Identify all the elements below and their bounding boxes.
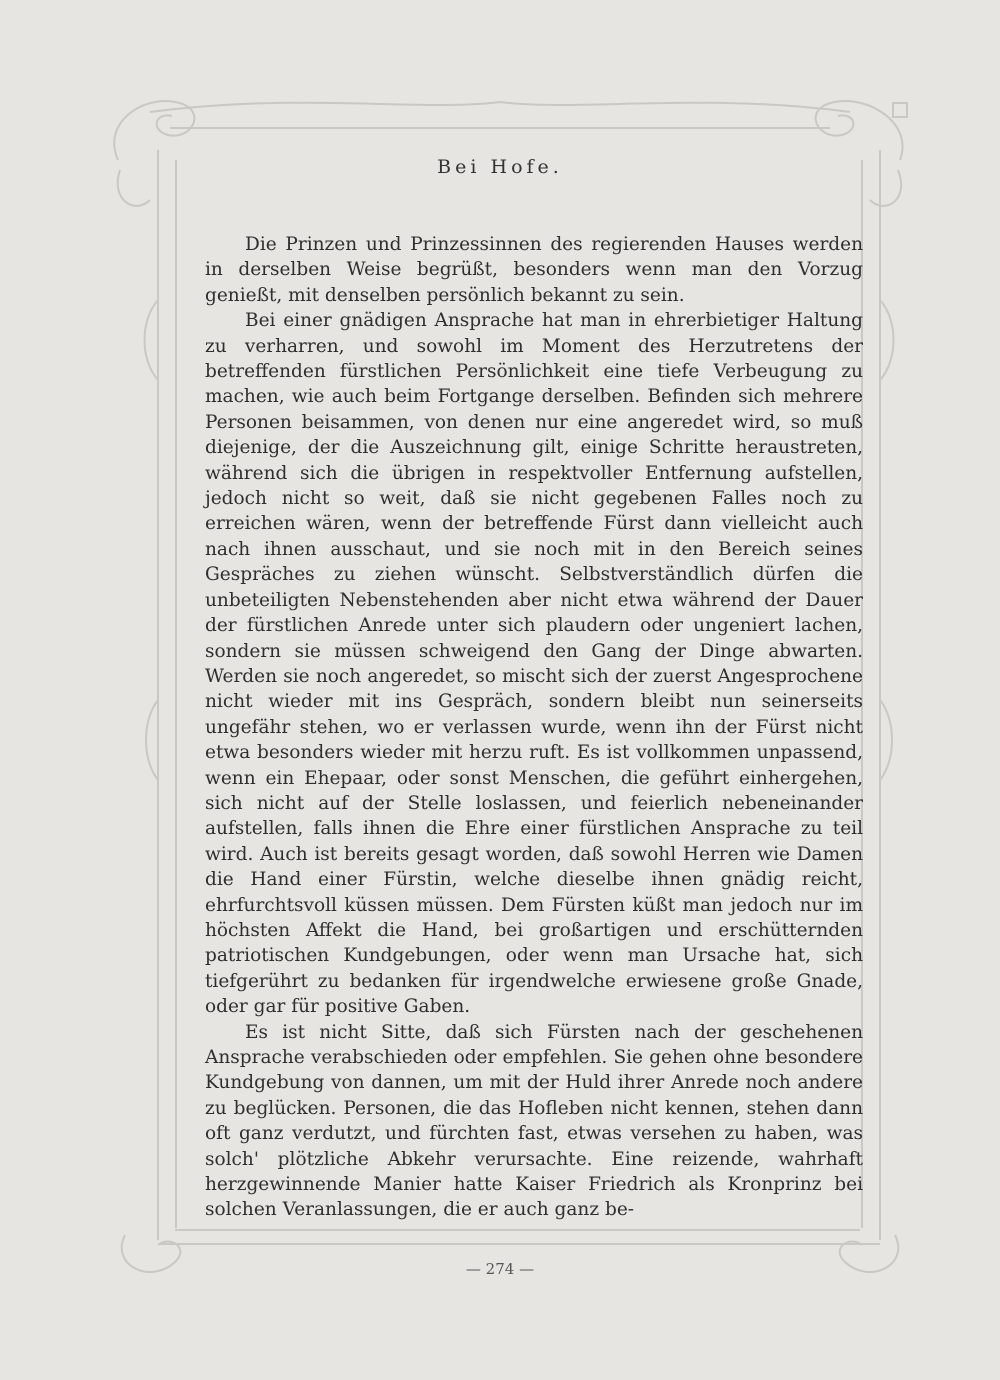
paragraph: Es ist nicht Sitte, daß sich Fürsten nach der geschehenen Ansprache verabschieden oder empfehlen. Sie gehen ohne besondere Kundgebung von dannen, um mit der Huld ihrer Anrede noch andere zu beglücken. Personen, die das Hofleben nicht kennen, stehen dann oft ganz verdutzt, und fürchten fast, etwas versehen zu haben, was solch' plötzliche Abkehr verursachte. Eine reizende, wahrhaft herzgewinnende Manier hatte Kaiser Friedrich als Kronprinz bei solchen Veranlassungen, die er auch ganz be-: [205, 1021, 863, 1221]
body-text: [205, 232, 863, 1223]
page-number: — 274 —: [465, 1260, 535, 1278]
running-head: Bei Hofe.: [437, 156, 563, 178]
paragraph: Bei einer gnädigen Ansprache hat man in ehrerbietiger Haltung zu verharren, und sowohl im Moment des Herzutretens der betreffenden fürstlichen Persönlichkeit eine tiefe Verbeugung zu machen, wie auch beim Fortgange derselben. Befinden sich mehrere Personen beisammen, von denen nur eine angeredet wird, so muß diejenige, der die Auszeichnung gilt, einige Schritte heraustreten, während sich die übrigen in respektvoller Entfernung aufstellen, jedoch nicht so weit, daß sie nicht gegebenen Falles noch zu erreichen wären, wenn der betreffende Fürst dann vielleicht auch nach ihnen ausschaut, und sie noch mit in den Bereich seines Gespräches zu ziehen wünscht. Selbstverständlich dürfen die unbeteiligten Nebenstehenden aber nicht etwa während der Dauer der fürstlichen Anrede unter sich plaudern oder ungeniert lachen, sondern sie müssen schweigend den Gang der Dinge abwarten. Werden sie noch angeredet, so mischt sich der zuerst Angesprochene nicht wieder mit ins Gespräch, sondern bleibt nun seinerseits ungefähr stehen, wo er verlassen wurde, wenn ihn der Fürst nicht etwa besonders wieder mit herzu ruft. Es ist vollkommen unpassend, wenn ein Ehepaar, oder sonst Menschen, die geführt einhergehen, sich nicht auf der Stelle loslassen, und feierlich nebeneinander aufstellen, falls ihnen die Ehre einer fürstlichen Ansprache zu teil wird. Auch ist bereits gesagt worden, daß sowohl Herren wie Damen die Hand einer Fürstin, welche dieselbe ihnen gnädig reicht, ehrfurchtsvoll küssen müssen. Dem Fürsten küßt man jedoch nur im höchsten Affekt die Hand, bei großartigen und erschütternden patriotischen Kundgebungen, oder wenn man Ursache hat, sich tiefgerührt zu bedanken für irgendwelche erwiesene große Gnade, oder gar für positive Gaben.: [205, 310, 863, 1018]
paragraph: Die Prinzen und Prinzessinnen des regierenden Hauses werden in derselben Weise begrüßt, besonders wenn man den Vorzug genießt, mit denselben persönlich bekannt zu sein.: [205, 234, 863, 306]
